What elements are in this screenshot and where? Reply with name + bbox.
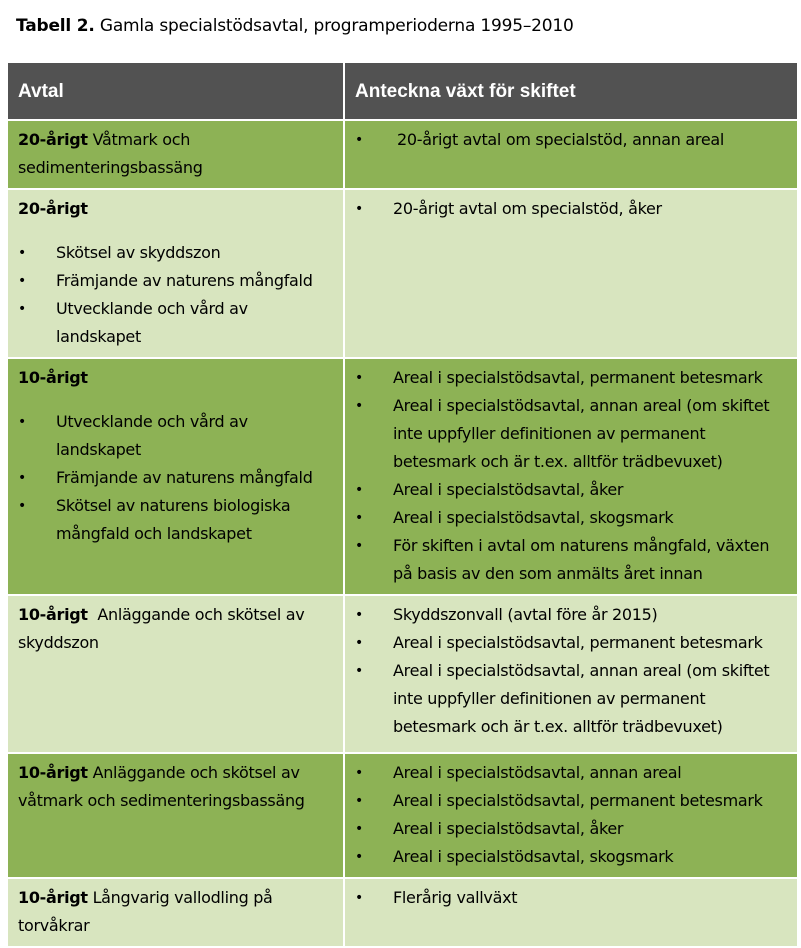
list-item: • Areal i specialstödsavtal, permanent betesmark [355,629,791,657]
list-item: • Främjande av naturens mångfald [18,267,337,295]
avtal-title: 20-årigt [18,199,88,218]
avtal-title: 10-årigt [18,605,88,624]
list-item: • Flerårig vallväxt [355,884,791,912]
avtal-cell [8,596,343,663]
table-row [7,189,798,358]
table-row [7,595,798,753]
avtal-cell [8,879,343,946]
list-item: • 20-årigt avtal om specialstöd, åker [355,195,791,223]
list-item: • Utvecklande och vård av landskapet [18,295,337,351]
list-item: • Areal i specialstödsavtal, annan areal (om skiftet inte uppfyller definitionen av permanent betesmark och är t.ex. alltför trädbevuxet) [355,392,791,476]
vaxt-cell [345,596,797,747]
list-item: • Främjande av naturens mångfald [18,464,337,492]
list-item: • Areal i specialstödsavtal, skogsmark [355,843,791,871]
avtal-cell [8,754,343,821]
list-item: • Areal i specialstödsavtal, åker [355,815,791,843]
avtal-cell [8,121,343,188]
table-row [7,753,798,878]
avtal-cell [8,190,343,357]
list-item: • Areal i specialstödsavtal, annan areal [355,759,791,787]
list-item: • Areal i specialstödsavtal, åker [355,476,791,504]
list-item: • Skötsel av naturens biologiska mångfald och landskapet [18,492,337,548]
list-item: • Skyddszonvall (avtal före år 2015) [355,601,791,629]
avtal-title: 10-årigt [18,368,88,387]
table-caption [16,15,574,37]
list-item: • Skötsel av skyddszon [18,239,337,267]
table-row [7,120,798,189]
caption-text: Gamla specialstödsavtal, programperioderna 1995–2010 [99,16,574,36]
list-item: • 20-årigt avtal om specialstöd, annan areal [355,126,791,154]
avtal-desc: Långvarig vallodling på torvåkrar [18,888,273,935]
avtal-desc: Anläggande och skötsel av våtmark och sedimenteringsbassäng [18,763,305,810]
table-row [7,878,798,947]
avtal-title: 10-årigt [18,888,88,907]
list-item: • Utvecklande och vård av landskapet [18,408,337,464]
list-item: • Areal i specialstödsavtal, annan areal (om skiftet inte uppfyller definitionen av permanent betesmark och är t.ex. alltför trädbevuxet) [355,657,791,741]
vaxt-cell [345,359,797,594]
list-item: • Areal i specialstödsavtal, skogsmark [355,504,791,532]
table-row [7,358,798,595]
vaxt-cell [345,121,797,160]
list-item: • Areal i specialstödsavtal, permanent betesmark [355,364,791,392]
contracts-table [6,61,799,948]
caption-label: Tabell 2. [16,16,95,36]
list-item: • Areal i specialstödsavtal, permanent betesmark [355,787,791,815]
avtal-title: 20-årigt [18,130,88,149]
list-item: • För skiften i avtal om naturens mångfald, växten på basis av den som anmälts året innan [355,532,791,588]
header-avtal: Avtal [7,62,344,120]
avtal-title: 10-årigt [18,763,88,782]
avtal-desc: Våtmark och sedimenteringsbassäng [18,130,203,177]
vaxt-cell [345,190,797,229]
avtal-cell [8,359,343,554]
table-header-row [7,62,798,120]
avtal-desc: Anläggande och skötsel av skyddszon [18,605,310,652]
vaxt-cell [345,879,797,918]
header-anteckna: Anteckna växt för skiftet [344,62,798,120]
vaxt-cell [345,754,797,877]
